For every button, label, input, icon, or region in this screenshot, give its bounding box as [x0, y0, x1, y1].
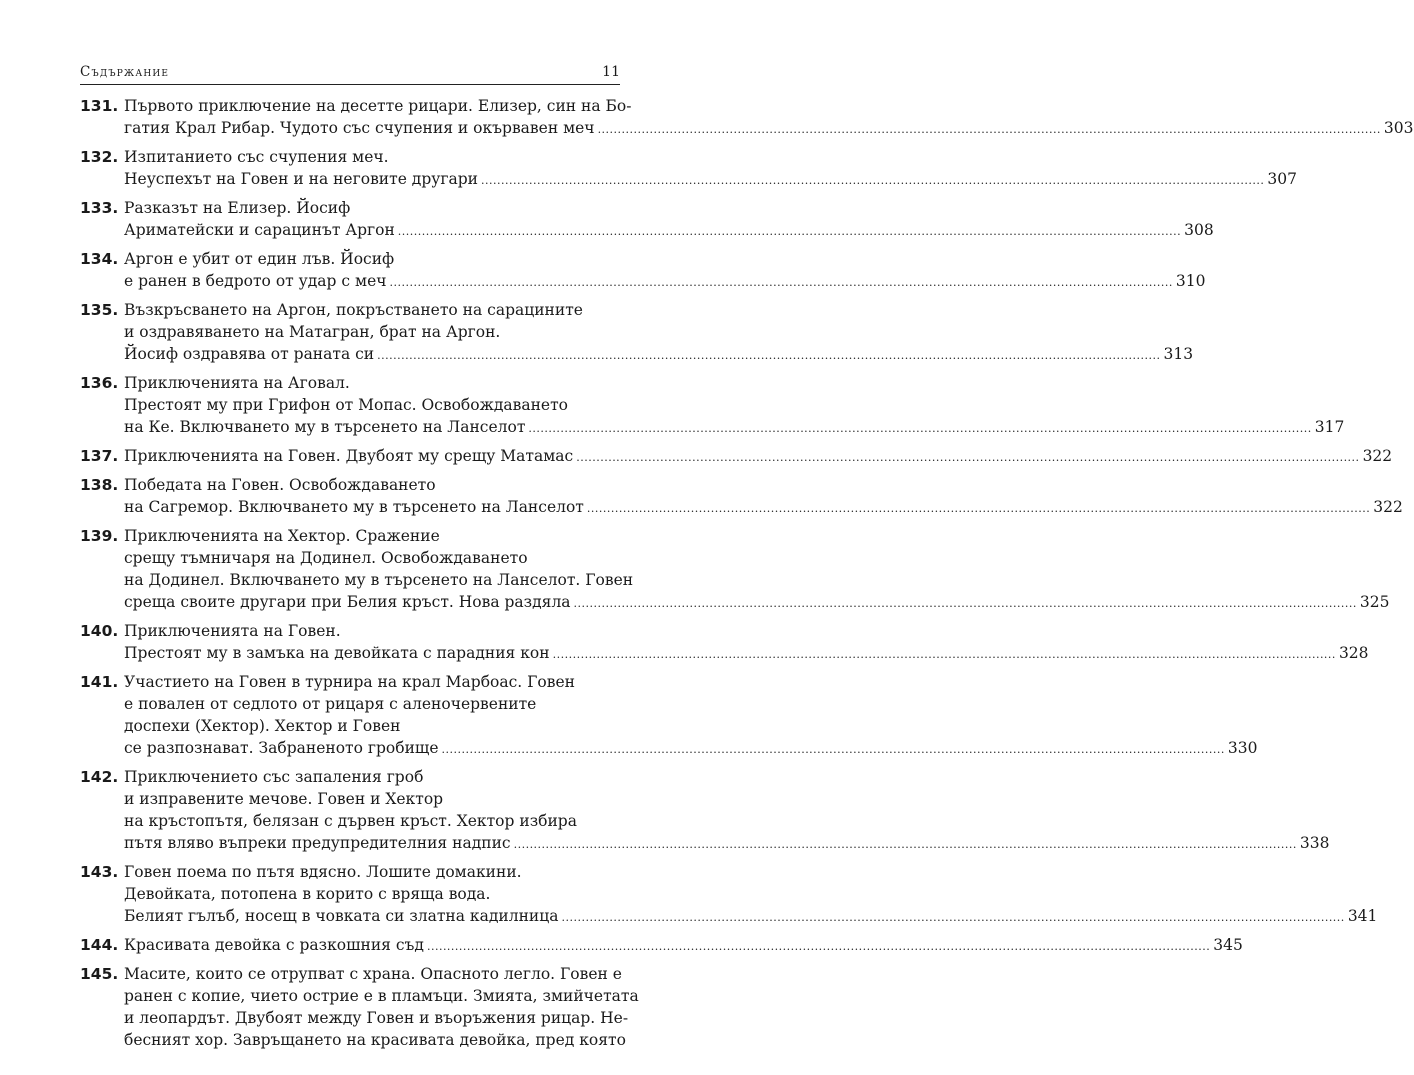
- chapter-title: [124, 299, 1193, 367]
- chapter-title-line: [124, 737, 1257, 761]
- chapter-number: 134.: [80, 250, 119, 268]
- page-number: 11: [602, 64, 620, 80]
- chapter-title: [124, 671, 1257, 761]
- dot-leader: [561, 907, 1344, 929]
- chapter-title-line: [124, 905, 1377, 929]
- page-ref: 338: [1299, 834, 1330, 852]
- chapter-title: [124, 861, 1377, 929]
- chapter-number: 138.: [80, 476, 119, 494]
- chapter-title: [124, 372, 1344, 440]
- dot-leader: [576, 447, 1359, 469]
- toc-entry: [80, 372, 1345, 440]
- chapter-title: [124, 474, 1403, 520]
- chapter-title-line: срещу тъмничаря на Додинел. Освобождаването: [124, 549, 528, 567]
- page-ref: 303: [1383, 119, 1414, 137]
- chapter-title-text: гатия Крал Рибар. Чудото със счупения и окървавен меч: [124, 119, 595, 137]
- chapter-title-text: Престоят му в замъка на девойката с парадния кон: [124, 644, 550, 662]
- page-ref: 322: [1373, 498, 1403, 516]
- page-ref: 330: [1227, 739, 1258, 757]
- page-ref: 345: [1213, 936, 1243, 954]
- dot-leader: [390, 272, 1173, 294]
- toc-entry: [80, 95, 1414, 141]
- page-ref: 328: [1338, 644, 1369, 662]
- chapter-title-line: [124, 496, 1403, 520]
- toc-entry: [80, 620, 1369, 666]
- chapter-number: 145.: [80, 965, 119, 983]
- chapter-number: 141.: [80, 673, 119, 691]
- chapter-number: 143.: [80, 863, 119, 881]
- chapter-title-line: на кръстопътя, белязан с дървен кръст. Хектор избира: [124, 812, 577, 830]
- chapter-title-text: Приключенията на Говен. Двубоят му срещу Матамас: [124, 447, 574, 465]
- page-ref: 313: [1163, 345, 1194, 363]
- toc-entry: [80, 671, 1258, 761]
- chapter-title-line: [124, 934, 1243, 958]
- chapter-title-line: бесният хор. Завръщането на красивата девойка, пред която: [124, 1031, 626, 1049]
- page-ref: 325: [1359, 593, 1390, 611]
- chapter-title: [124, 445, 1392, 469]
- chapter-number: 136.: [80, 374, 119, 392]
- table-of-contents: [80, 95, 1414, 1056]
- chapter-title-line: [124, 219, 1214, 243]
- chapter-title: [124, 525, 1389, 615]
- chapter-title: [124, 934, 1243, 958]
- chapter-title-text: Ариматейски и сарацинът Аргон: [124, 221, 395, 239]
- page-ref: 308: [1184, 221, 1214, 239]
- chapter-title: [124, 197, 1214, 243]
- chapter-title: [124, 146, 1297, 192]
- chapter-title-line: Първото приключение на десетте рицари. Елизер, син на Бо-: [124, 97, 632, 115]
- chapter-title-line: Победата на Говен. Освобождаването: [124, 476, 436, 494]
- toc-entry: [80, 525, 1390, 615]
- header-title: Съдържание: [80, 64, 170, 80]
- chapter-title-line: Аргон е убит от един лъв. Йосиф: [124, 250, 395, 268]
- toc-entry: [80, 963, 639, 1051]
- dot-leader: [528, 418, 1311, 440]
- chapter-title-line: доспехи (Хектор). Хектор и Говен: [124, 717, 401, 735]
- toc-entry: [80, 197, 1214, 243]
- toc-entry: [80, 934, 1243, 958]
- chapter-title-line: Приключенията на Говен.: [124, 622, 341, 640]
- chapter-title-text: на Сагремор. Включването му в търсенето на Ланселот: [124, 498, 584, 516]
- chapter-title-line: е повален от седлото от рицаря с аленочервените: [124, 695, 537, 713]
- chapter-title-line: [124, 117, 1414, 141]
- chapter-title-line: Участието на Говен в турнира на крал Марбоас. Говен: [124, 673, 575, 691]
- page-ref: 310: [1175, 272, 1206, 290]
- chapter-number: 131.: [80, 97, 119, 115]
- page-ref: 322: [1362, 447, 1393, 465]
- chapter-title-text: Белият гълъб, носещ в човката си златна кадилница: [124, 907, 559, 925]
- chapter-title-line: Престоят му при Грифон от Мопас. Освобождаването: [124, 396, 569, 414]
- chapter-number: 139.: [80, 527, 119, 545]
- chapter-title-line: Разказът на Елизер. Йосиф: [124, 199, 351, 217]
- chapter-title-text: пътя вляво въпреки предупредителния надпис: [124, 834, 511, 852]
- chapter-title-text: Неуспехът на Говен и на неговите другари: [124, 170, 478, 188]
- toc-entry: [80, 766, 1330, 856]
- running-header: [80, 60, 620, 80]
- toc-entry: [80, 146, 1297, 192]
- chapter-title: [124, 620, 1369, 666]
- chapter-title-line: и леопардът. Двубоят между Говен и въоръжения рицар. Не-: [124, 1009, 629, 1027]
- chapter-title-line: [124, 270, 1205, 294]
- chapter-number: 142.: [80, 768, 119, 786]
- chapter-title-line: Масите, които се отрупват с храна. Опасното легло. Говен е: [124, 965, 622, 983]
- dot-leader: [442, 739, 1225, 761]
- chapter-title-line: и оздравяването на Матагран, брат на Аргон.: [124, 323, 501, 341]
- chapter-title: [124, 766, 1330, 856]
- chapter-title-text: се разпознават. Забраненото гробище: [124, 739, 439, 757]
- page-ref: 317: [1314, 418, 1345, 436]
- chapter-title-text: среща своите другари при Белия кръст. Нова раздяла: [124, 593, 571, 611]
- chapter-title-line: Приключенията на Хектор. Сражение: [124, 527, 440, 545]
- toc-entry: [80, 445, 1393, 469]
- chapter-title-line: [124, 168, 1297, 192]
- chapter-title-line: Приключенията на Аговал.: [124, 374, 350, 392]
- chapter-title-line: на Додинел. Включването му в търсенето на Ланселот. Говен: [124, 571, 634, 589]
- chapter-title-line: Възкръсването на Аргон, покръстването на сарацините: [124, 301, 583, 319]
- dot-leader: [398, 221, 1181, 243]
- chapter-title-text: е ранен в бедрото от удар с меч: [124, 272, 387, 290]
- chapter-number: 135.: [80, 301, 119, 319]
- dot-leader: [574, 593, 1357, 615]
- toc-entry: [80, 248, 1206, 294]
- chapter-title-text: Красивата девойка с разкошния съд: [124, 936, 424, 954]
- page-ref: 341: [1347, 907, 1378, 925]
- dot-leader: [587, 498, 1370, 520]
- dot-leader: [427, 936, 1210, 958]
- dot-leader: [553, 644, 1336, 666]
- chapter-title-line: [124, 591, 1389, 615]
- chapter-title: [124, 963, 639, 1051]
- dot-leader: [598, 119, 1381, 141]
- chapter-title-line: Девойката, потопена в корито с вряща вода.: [124, 885, 491, 903]
- toc-entry: [80, 474, 1403, 520]
- toc-entry: [80, 861, 1378, 929]
- chapter-title-text: Йосиф оздравява от раната си: [124, 345, 375, 363]
- chapter-title-line: [124, 832, 1330, 856]
- chapter-title-line: ранен с копие, чието острие е в пламъци. Змията, змийчетата: [124, 987, 639, 1005]
- chapter-title: [124, 248, 1205, 294]
- dot-leader: [514, 834, 1297, 856]
- header-rule: [80, 84, 620, 85]
- toc-entry: [80, 299, 1194, 367]
- chapter-title-line: [124, 642, 1369, 666]
- dot-leader: [377, 345, 1160, 367]
- chapter-title: [124, 95, 1414, 141]
- chapter-title-line: Приключението със запаления гроб: [124, 768, 424, 786]
- dot-leader: [481, 170, 1264, 192]
- page-ref: 307: [1267, 170, 1297, 188]
- chapter-title-line: [124, 343, 1193, 367]
- chapter-title-line: Изпитанието със счупения меч.: [124, 148, 389, 166]
- chapter-number: 132.: [80, 148, 119, 166]
- chapter-title-line: и изправените мечове. Говен и Хектор: [124, 790, 444, 808]
- chapter-number: 133.: [80, 199, 119, 217]
- chapter-title-text: на Ке. Включването му в търсенето на Ланселот: [124, 418, 526, 436]
- chapter-title-line: [124, 416, 1344, 440]
- chapter-number: 144.: [80, 936, 119, 954]
- chapter-title-line: [124, 445, 1392, 469]
- chapter-number: 140.: [80, 622, 119, 640]
- chapter-title-line: Говен поема по пътя вдясно. Лошите домакини.: [124, 863, 522, 881]
- chapter-number: 137.: [80, 447, 119, 465]
